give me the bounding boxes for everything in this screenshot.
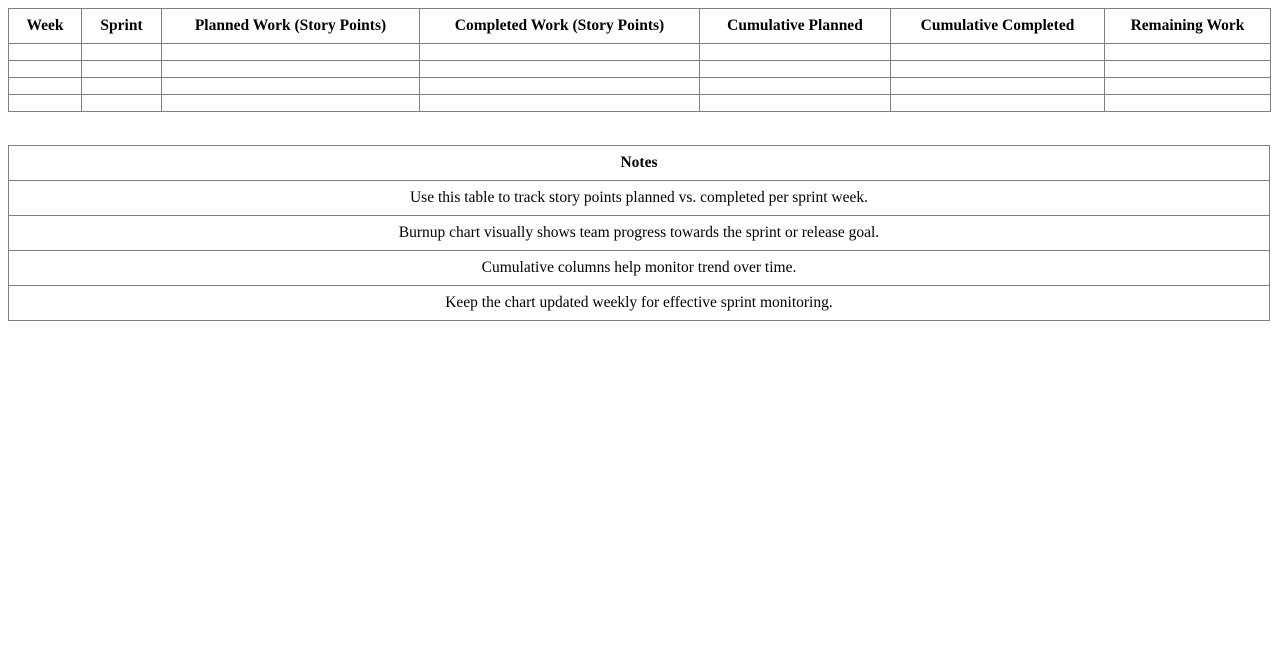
- column-header-sprint: Sprint: [82, 9, 162, 44]
- table-cell[interactable]: [82, 44, 162, 61]
- table-cell[interactable]: [420, 61, 700, 78]
- note-text: Burnup chart visually shows team progress towards the sprint or release goal.: [9, 216, 1270, 251]
- table-row: [9, 95, 1271, 112]
- table-cell[interactable]: [700, 95, 891, 112]
- table-row: [9, 44, 1271, 61]
- table-cell[interactable]: [82, 95, 162, 112]
- table-cell[interactable]: [162, 61, 420, 78]
- table-cell[interactable]: [9, 95, 82, 112]
- column-header-remaining-work: Remaining Work: [1105, 9, 1271, 44]
- table-cell[interactable]: [162, 44, 420, 61]
- notes-header-row: [9, 146, 1270, 181]
- note-text: Keep the chart updated weekly for effective sprint monitoring.: [9, 286, 1270, 321]
- table-cell[interactable]: [700, 61, 891, 78]
- table-cell[interactable]: [1105, 78, 1271, 95]
- table-cell[interactable]: [420, 44, 700, 61]
- table-row: [9, 61, 1271, 78]
- table-cell[interactable]: [420, 78, 700, 95]
- table-cell[interactable]: [162, 78, 420, 95]
- notes-table: [8, 145, 1270, 321]
- sprint-tracker-table: [8, 8, 1271, 112]
- notes-row: [9, 216, 1270, 251]
- table-cell[interactable]: [1105, 61, 1271, 78]
- table-cell[interactable]: [891, 44, 1105, 61]
- notes-row: [9, 181, 1270, 216]
- table-cell[interactable]: [1105, 44, 1271, 61]
- table-cell[interactable]: [700, 78, 891, 95]
- notes-row: [9, 286, 1270, 321]
- table-cell[interactable]: [891, 61, 1105, 78]
- note-text: Cumulative columns help monitor trend over time.: [9, 251, 1270, 286]
- page-content: [8, 8, 1270, 321]
- column-header-cumulative-completed: Cumulative Completed: [891, 9, 1105, 44]
- table-header-row: [9, 9, 1271, 44]
- table-cell[interactable]: [82, 61, 162, 78]
- notes-row: [9, 251, 1270, 286]
- table-cell[interactable]: [9, 44, 82, 61]
- table-cell[interactable]: [891, 95, 1105, 112]
- table-cell[interactable]: [1105, 95, 1271, 112]
- notes-header: Notes: [9, 146, 1270, 181]
- column-header-week: Week: [9, 9, 82, 44]
- table-cell[interactable]: [162, 95, 420, 112]
- column-header-completed-work: Completed Work (Story Points): [420, 9, 700, 44]
- table-row: [9, 78, 1271, 95]
- table-cell[interactable]: [420, 95, 700, 112]
- table-cell[interactable]: [82, 78, 162, 95]
- table-cell[interactable]: [891, 78, 1105, 95]
- note-text: Use this table to track story points planned vs. completed per sprint week.: [9, 181, 1270, 216]
- table-cell[interactable]: [700, 44, 891, 61]
- table-cell[interactable]: [9, 61, 82, 78]
- column-header-cumulative-planned: Cumulative Planned: [700, 9, 891, 44]
- table-cell[interactable]: [9, 78, 82, 95]
- column-header-planned-work: Planned Work (Story Points): [162, 9, 420, 44]
